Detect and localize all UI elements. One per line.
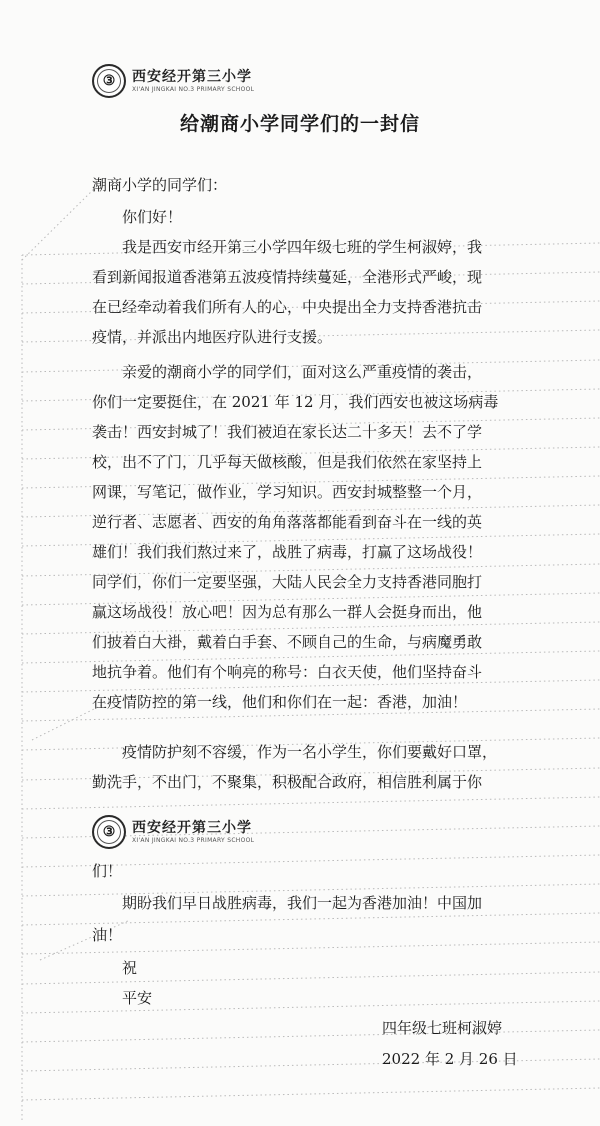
- body-line: 赢这场战役！放心吧！因为总有那么一群人会挺身而出，他: [92, 603, 483, 621]
- letter-title: 给潮商小学同学们的一封信: [179, 113, 420, 135]
- body-line: 在疫情防控的第一线，他们和你们在一起：香港，加油！: [92, 693, 468, 711]
- body-line: 们！: [92, 862, 123, 880]
- signature: 四年级七班柯淑婷: [382, 1019, 503, 1037]
- body-line: 雄们！我们我们熬过来了，战胜了病毒，打赢了这场战役！: [92, 543, 483, 561]
- greeting: 你们好！: [122, 208, 183, 226]
- school-name-cn: 西安经开第三小学: [132, 68, 252, 85]
- school-name-cn: 西安经开第三小学: [132, 819, 252, 836]
- school-seal-icon: ③: [92, 815, 126, 849]
- school-seal-icon: ③: [92, 64, 126, 98]
- body-line: 疫情防护刻不容缓，作为一名小学生，你们要戴好口罩，: [122, 743, 498, 761]
- letter-date: 2022 年 2 月 26 日: [382, 1050, 518, 1068]
- body-line: 们披着白大褂，戴着白手套、不顾自己的生命，与病魔勇敢: [92, 633, 483, 651]
- body-line: 疫情，并派出内地医疗队进行支援。: [92, 328, 333, 346]
- school-letterhead: [92, 815, 254, 849]
- body-line: 逆行者、志愿者、西安的角角落落都能看到奋斗在一线的英: [92, 513, 483, 531]
- body-line: 亲爱的潮商小学的同学们，面对这么严重疫情的袭击，: [122, 363, 483, 381]
- body-line: 看到新闻报道香港第五波疫情持续蔓延，全港形式严峻，现: [92, 268, 483, 286]
- body-line: 在已经牵动着我们所有人的心，中央提出全力支持香港抗击: [92, 298, 483, 316]
- body-line: 校，出不了门，几乎每天做核酸，但是我们依然在家坚持上: [92, 453, 483, 471]
- school-letterhead: [92, 64, 254, 98]
- body-line: 同学们，你们一定要坚强，大陆人民会全力支持香港同胞打: [92, 573, 483, 591]
- body-line: 袭击！西安封城了！我们被迫在家长达二十多天！去不了学: [92, 423, 483, 441]
- body-line: 地抗争着。他们有个响亮的称号：白衣天使，他们坚持奋斗: [92, 663, 483, 681]
- body-line: 你们一定要挺住，在 2021 年 12 月，我们西安也被这场病毒: [92, 393, 499, 411]
- body-line: 期盼我们早日战胜病毒，我们一起为香港加油！中国加: [122, 894, 483, 912]
- body-line: 网课，写笔记，做作业，学习知识。西安封城整整一个月，: [92, 483, 483, 501]
- body-line: 油！: [92, 926, 123, 944]
- closing-wish-peace: 平安: [122, 989, 153, 1007]
- body-line: 勤洗手，不出门，不聚集，积极配合政府，相信胜利属于你: [92, 773, 483, 791]
- school-name-en: XI'AN JINGKAI NO.3 PRIMARY SCHOOL: [132, 85, 255, 93]
- school-name-en: XI'AN JINGKAI NO.3 PRIMARY SCHOOL: [132, 836, 255, 844]
- salutation: 潮商小学的同学们：: [92, 176, 228, 194]
- body-line: 我是西安市经开第三小学四年级七班的学生柯淑婷，我: [122, 238, 483, 256]
- closing-wish: 祝: [122, 959, 138, 977]
